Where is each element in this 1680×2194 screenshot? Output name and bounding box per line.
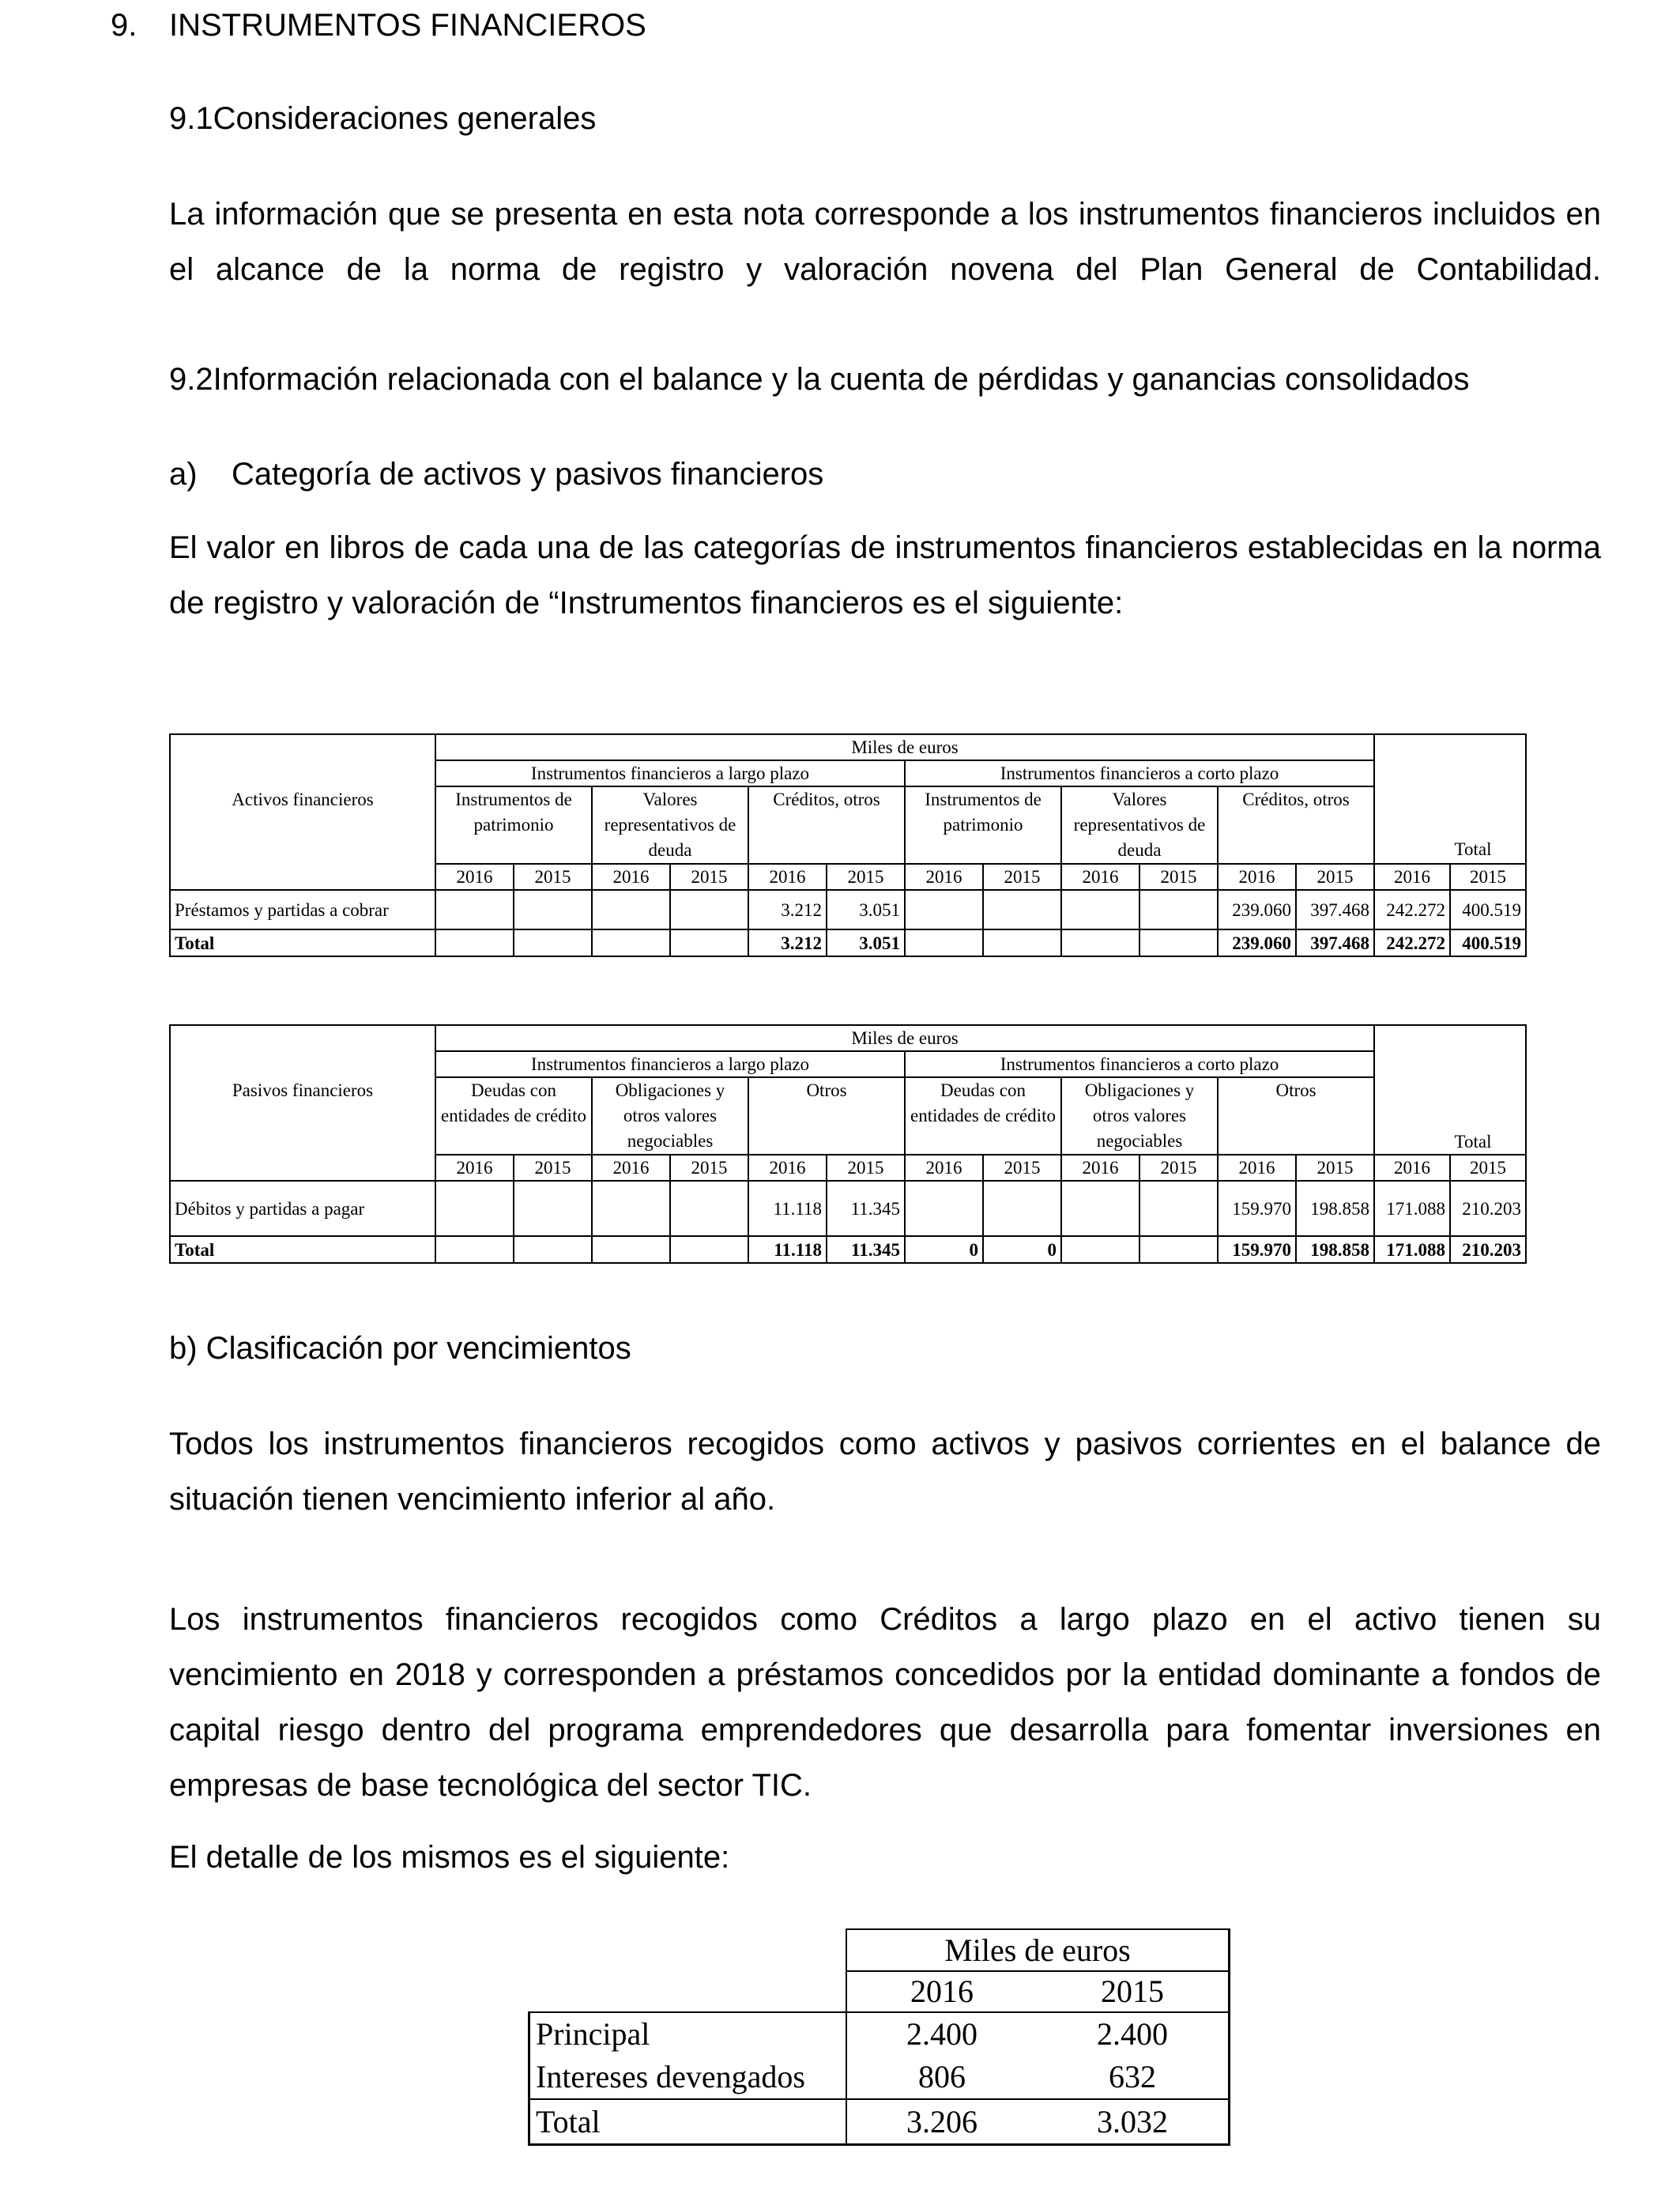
- pasivos-col-obligaciones-cp: Obligaciones y otros valores negociables: [1061, 1077, 1218, 1155]
- pasivos-year: 2015: [670, 1155, 748, 1181]
- paragraph-a-text: El valor en libros de cada una de las categorías de instrumentos financieros establecidas en la norma de registro y valoración de “Instrumentos financieros es el siguiente:: [169, 530, 1601, 620]
- pasivos-financieros-table: [169, 1024, 1527, 1264]
- pasivos-total-cell: [1061, 1236, 1139, 1263]
- activos-cell: [592, 890, 670, 929]
- activos-total-cell: 400.519: [1450, 929, 1526, 956]
- pasivos-col-deudas-lp: Deudas con entidades de crédito: [435, 1077, 592, 1155]
- activos-total-cell: [983, 929, 1061, 956]
- pasivos-col-otros-lp: Otros: [748, 1077, 905, 1155]
- pasivos-year: 2015: [983, 1155, 1061, 1181]
- pasivos-year: 2016: [1061, 1155, 1139, 1181]
- activos-total-cell: [435, 929, 514, 956]
- pasivos-year: 2016: [1374, 1155, 1450, 1181]
- detail-cell: 2.400: [1097, 2016, 1168, 2052]
- activos-cell: 397.468: [1296, 890, 1374, 929]
- activos-year: 2015: [1450, 864, 1526, 890]
- subsection-9-1-title: 9.1Consideraciones generales: [169, 101, 597, 136]
- detail-total-cell: 3.032: [1097, 2104, 1168, 2139]
- activos-total-cell: 397.468: [1296, 929, 1374, 956]
- detail-left-border: [528, 2011, 530, 2145]
- activos-year: 2016: [905, 864, 983, 890]
- pasivos-year: 2016: [905, 1155, 983, 1181]
- pasivos-total-header: Total: [1454, 1132, 1492, 1152]
- pasivos-total-cell: 11.118: [748, 1236, 827, 1263]
- pasivos-total-cell: [514, 1236, 592, 1263]
- pasivos-total-cell: 0: [905, 1236, 983, 1263]
- pasivos-cell: [983, 1181, 1061, 1236]
- pasivos-total-cell: [670, 1236, 748, 1263]
- pasivos-largo-plazo-header: Instrumentos financieros a largo plazo: [435, 1051, 905, 1077]
- pasivos-year-row-blank: [170, 1155, 435, 1181]
- detail-total-label: Total: [536, 2104, 601, 2139]
- activos-year: 2015: [1296, 864, 1374, 890]
- pasivos-cell: 171.088: [1374, 1181, 1450, 1236]
- pasivos-year: 2015: [1139, 1155, 1218, 1181]
- activos-cell: [905, 890, 983, 929]
- activos-year: 2015: [827, 864, 905, 890]
- pasivos-total-cell: 159.970: [1218, 1236, 1296, 1263]
- paragraph-b-2-text: Los instrumentos financieros recogidos como Créditos a largo plazo en el activo tienen su vencimiento en 2018 y corresponden a préstamos concedidos por la entidad dominante a fondos de capital riesgo dentro del programa emprendedores que desarrolla para fomentar inversiones en empresas de base tecnológica del sector TIC.: [169, 1602, 1601, 1803]
- pasivos-year: 2016: [1218, 1155, 1296, 1181]
- paragraph-9-1-text: La información que se presenta en esta nota corresponde a los instrumentos financieros incluidos en el alcance de la norma de registro y valoración novena del Plan General de Contabilidad.: [169, 197, 1601, 287]
- activos-cell: 242.272: [1374, 890, 1450, 929]
- activos-col-valores-lp: Valores representativos de deuda: [592, 786, 748, 864]
- pasivos-row-label: Débitos y partidas a pagar: [170, 1181, 435, 1236]
- pasivos-total-cell: [1139, 1236, 1218, 1263]
- activos-cell: 400.519: [1450, 890, 1526, 929]
- paragraph-b-2: [169, 1592, 1601, 1813]
- activos-col-creditos-lp: Créditos, otros: [748, 786, 905, 864]
- activos-year: 2016: [1218, 864, 1296, 890]
- detail-total-cell: 3.206: [906, 2104, 977, 2139]
- paragraph-a: [169, 520, 1601, 631]
- detail-cell: 2.400: [906, 2016, 977, 2052]
- subsection-b-title: b) Clasificación por vencimientos: [169, 1331, 631, 1366]
- pasivos-cell: 11.118: [748, 1181, 827, 1236]
- activos-total-cell: [1061, 929, 1139, 956]
- activos-cell: [1061, 890, 1139, 929]
- activos-year: 2015: [670, 864, 748, 890]
- activos-total-cell: 3.051: [827, 929, 905, 956]
- activos-cell: 3.212: [748, 890, 827, 929]
- activos-col-valores-cp: Valores representativos de deuda: [1061, 786, 1218, 864]
- detail-cell: 632: [1109, 2059, 1156, 2094]
- activos-year: 2016: [748, 864, 827, 890]
- pasivos-year: 2016: [435, 1155, 514, 1181]
- activos-row-header: Activos financieros: [170, 734, 435, 864]
- activos-largo-plazo-header: Instrumentos financieros a largo plazo: [435, 760, 905, 786]
- pasivos-total-cell: 11.345: [827, 1236, 905, 1263]
- activos-year: 2016: [592, 864, 670, 890]
- pasivos-col-otros-cp: Otros: [1218, 1077, 1374, 1155]
- activos-corto-plazo-header: Instrumentos financieros a corto plazo: [905, 760, 1374, 786]
- pasivos-year: 2015: [827, 1155, 905, 1181]
- detail-bottom-border: [528, 2143, 1230, 2146]
- paragraph-b-1: [169, 1416, 1601, 1527]
- paragraph-9-1: [169, 187, 1601, 297]
- subsection-a-title: Categoría de activos y pasivos financieros: [232, 457, 824, 492]
- pasivos-total-cell: 210.203: [1450, 1236, 1526, 1263]
- paragraph-b-3: El detalle de los mismos es el siguiente:: [169, 1840, 730, 1875]
- activos-total-cell: [670, 929, 748, 956]
- pasivos-cell: 210.203: [1450, 1181, 1526, 1236]
- activos-cell: [670, 890, 748, 929]
- pasivos-row-header: Pasivos financieros: [170, 1025, 435, 1155]
- pasivos-cell: [905, 1181, 983, 1236]
- pasivos-cell: [435, 1181, 514, 1236]
- detail-right-border: [1228, 1928, 1230, 2145]
- pasivos-cell: 11.345: [827, 1181, 905, 1236]
- pasivos-total-cell: 171.088: [1374, 1236, 1450, 1263]
- subsection-9-2-title: 9.2Información relacionada con el balance y la cuenta de pérdidas y ganancias consolidados: [169, 362, 1470, 397]
- pasivos-cell: [1061, 1181, 1139, 1236]
- activos-year: 2015: [514, 864, 592, 890]
- activos-year: 2015: [983, 864, 1061, 890]
- pasivos-year: 2015: [1296, 1155, 1374, 1181]
- activos-col-patrimonio-lp: Instrumentos de patrimonio: [435, 786, 592, 864]
- activos-total-cell: 242.272: [1374, 929, 1450, 956]
- activos-total-cell: 3.212: [748, 929, 827, 956]
- activos-miles-header: Miles de euros: [435, 734, 1374, 760]
- activos-financieros-table: [169, 733, 1527, 957]
- pasivos-year: 2015: [514, 1155, 592, 1181]
- pasivos-cell: 159.970: [1218, 1181, 1296, 1236]
- pasivos-cell: 198.858: [1296, 1181, 1374, 1236]
- pasivos-col-obligaciones-lp: Obligaciones y otros valores negociables: [592, 1077, 748, 1155]
- activos-year: 2015: [1139, 864, 1218, 890]
- activos-cell: [435, 890, 514, 929]
- activos-total-cell: [905, 929, 983, 956]
- activos-year-row-blank: [170, 864, 435, 890]
- pasivos-total-label: Total: [170, 1236, 435, 1263]
- activos-row-label: Préstamos y partidas a cobrar: [170, 890, 435, 929]
- activos-total-cell: 239.060: [1218, 929, 1296, 956]
- paragraph-b-1-text: Todos los instrumentos financieros recogidos como activos y pasivos corrientes en el balance de situación tienen vencimiento inferior al año.: [169, 1427, 1601, 1517]
- activos-total-label: Total: [170, 929, 435, 956]
- pasivos-cell: [514, 1181, 592, 1236]
- detail-miles-header: Miles de euros: [944, 1932, 1131, 1968]
- pasivos-miles-header: Miles de euros: [435, 1025, 1374, 1051]
- pasivos-total-cell: 0: [983, 1236, 1061, 1263]
- activos-cell: [983, 890, 1061, 929]
- detail-year-2015: 2015: [1101, 1973, 1164, 2009]
- pasivos-col-deudas-cp: Deudas con entidades de crédito: [905, 1077, 1061, 1155]
- activos-cell: [514, 890, 592, 929]
- detail-row-label: Intereses devengados: [536, 2059, 805, 2094]
- pasivos-year: 2016: [592, 1155, 670, 1181]
- pasivos-cell: [1139, 1181, 1218, 1236]
- activos-col-patrimonio-cp: Instrumentos de patrimonio: [905, 786, 1061, 864]
- activos-total-cell: [1139, 929, 1218, 956]
- activos-col-creditos-cp: Créditos, otros: [1218, 786, 1374, 864]
- section-number: 9.: [111, 8, 137, 43]
- pasivos-total-cell: 198.858: [1296, 1236, 1374, 1263]
- activos-cell: 3.051: [827, 890, 905, 929]
- activos-total-cell: [592, 929, 670, 956]
- section-title: INSTRUMENTOS FINANCIEROS: [169, 8, 646, 43]
- pasivos-cell: [592, 1181, 670, 1236]
- activos-year: 2016: [1374, 864, 1450, 890]
- pasivos-total-cell: [435, 1236, 514, 1263]
- activos-year: 2016: [1061, 864, 1139, 890]
- subsection-a-label: a): [169, 457, 198, 492]
- activos-total-cell: [514, 929, 592, 956]
- activos-total-header: Total: [1454, 839, 1492, 859]
- detail-cell: 806: [918, 2059, 966, 2094]
- pasivos-year: 2015: [1450, 1155, 1526, 1181]
- detail-row-label: Principal: [536, 2016, 650, 2052]
- pasivos-cell: [670, 1181, 748, 1236]
- activos-cell: [1139, 890, 1218, 929]
- activos-cell: 239.060: [1218, 890, 1296, 929]
- activos-year: 2016: [435, 864, 514, 890]
- pasivos-corto-plazo-header: Instrumentos financieros a corto plazo: [905, 1051, 1374, 1077]
- detail-year-2016: 2016: [910, 1973, 974, 2009]
- pasivos-year: 2016: [748, 1155, 827, 1181]
- pasivos-total-cell: [592, 1236, 670, 1263]
